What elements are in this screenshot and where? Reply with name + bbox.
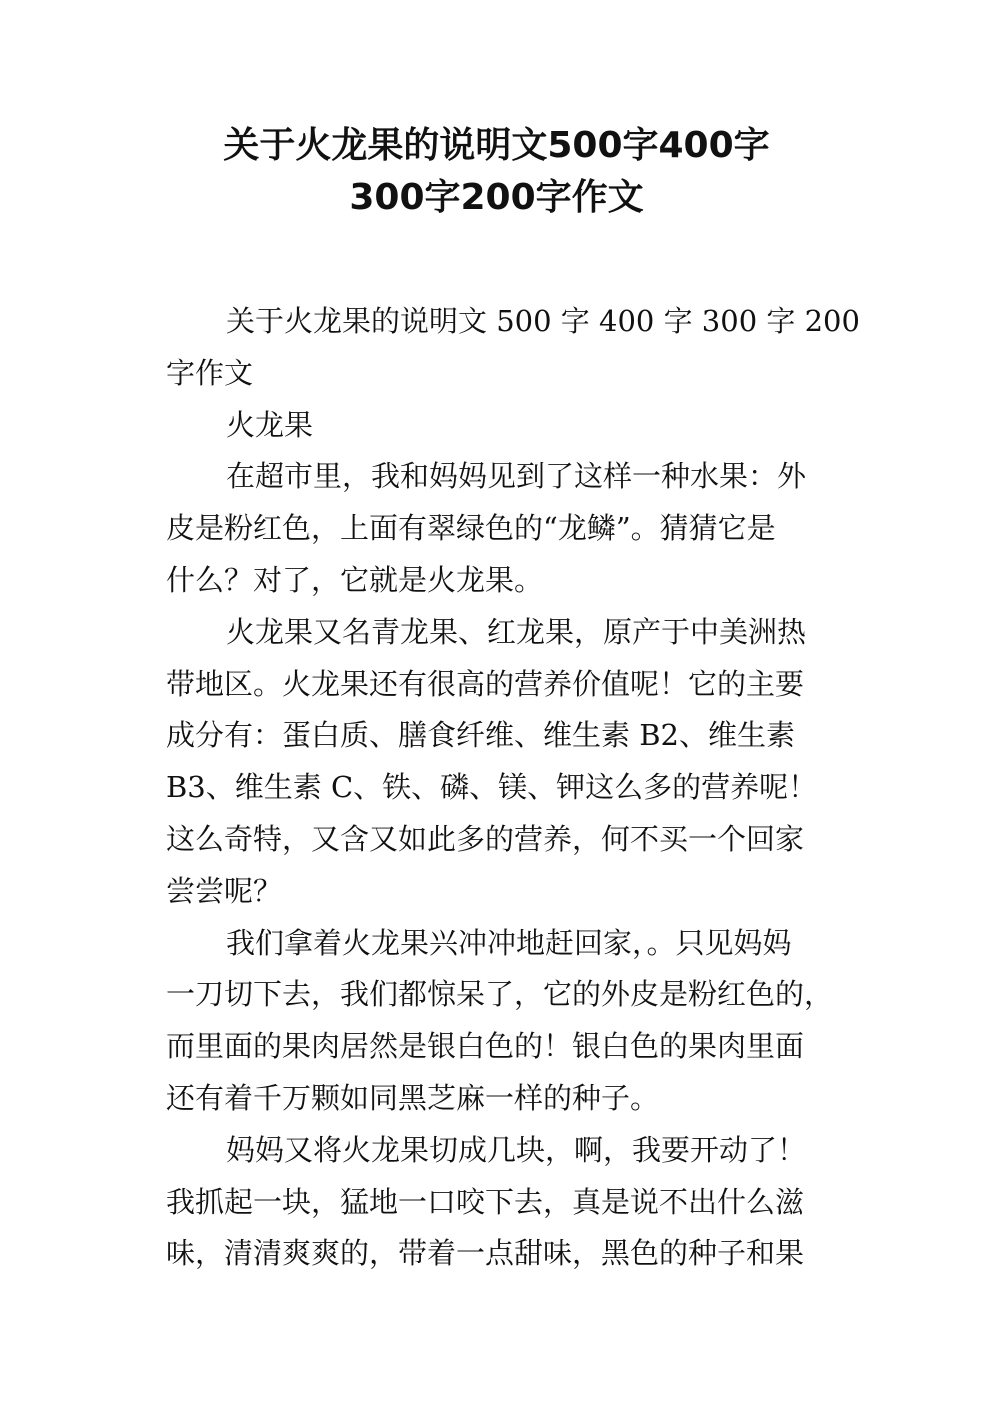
paragraph-line: B3、维生素 C、铁、磷、镁、钾这么多的营养呢！ xyxy=(166,770,818,805)
paragraph-line: 我抓起一块，猛地一口咬下去，真是说不出什么滋 xyxy=(166,1184,805,1219)
paragraph-line: 带地区。火龙果还有很高的营养价值呢！它的主要 xyxy=(166,666,805,701)
paragraph-line: 尝尝呢？ xyxy=(166,873,283,908)
paragraph-heading-repeat xyxy=(166,296,860,400)
paragraph-nutrition xyxy=(166,607,836,918)
paragraph-line: 还有着千万颗如同黑芝麻一样的种子。 xyxy=(166,1080,660,1115)
paragraph-line: 一刀切下去，我们都惊呆了，它的外皮是粉红色的， xyxy=(166,977,834,1012)
title-line-2: 300字200字作文 xyxy=(349,177,644,218)
paragraph-line: 味，清清爽爽的，带着一点甜味，黑色的种子和果 xyxy=(166,1236,805,1271)
paragraph-line: 火龙果 xyxy=(226,407,314,442)
paragraph-line: 我们拿着火龙果兴冲冲地赶回家，。只见妈妈 xyxy=(226,925,792,960)
paragraph-line: 在超市里，我和妈妈见到了这样一种水果：外 xyxy=(226,459,807,494)
paragraph-line: 关于火龙果的说明文 500 字 400 字 300 字 200 xyxy=(226,304,860,338)
paragraph-line: 火龙果又名青龙果、红龙果，原产于中美洲热 xyxy=(226,614,807,649)
paragraph-tasting xyxy=(166,1125,836,1280)
document-body xyxy=(166,296,860,1280)
document-title xyxy=(120,120,873,224)
paragraph-subtitle xyxy=(166,400,836,452)
paragraph-cutting xyxy=(166,918,836,1125)
paragraph-line: 妈妈又将火龙果切成几块，啊，我要开动了！ xyxy=(226,1132,807,1167)
paragraph-line: 皮是粉红色，上面有翠绿色的“龙鳞”。猜猜它是 xyxy=(166,511,776,546)
paragraph-supermarket xyxy=(166,451,836,606)
title-line-1: 关于火龙果的说明文500字400字 xyxy=(223,125,770,166)
paragraph-line: 而里面的果肉居然是银白色的！银白色的果肉里面 xyxy=(166,1029,805,1064)
paragraph-line: 什么？对了，它就是火龙果。 xyxy=(166,562,544,597)
paragraph-line: 成分有：蛋白质、膳食纤维、维生素 B2、维生素 xyxy=(166,718,795,753)
paragraph-line: 字作文 xyxy=(166,355,254,390)
paragraph-line: 这么奇特，又含又如此多的营养，何不买一个回家 xyxy=(166,821,805,856)
